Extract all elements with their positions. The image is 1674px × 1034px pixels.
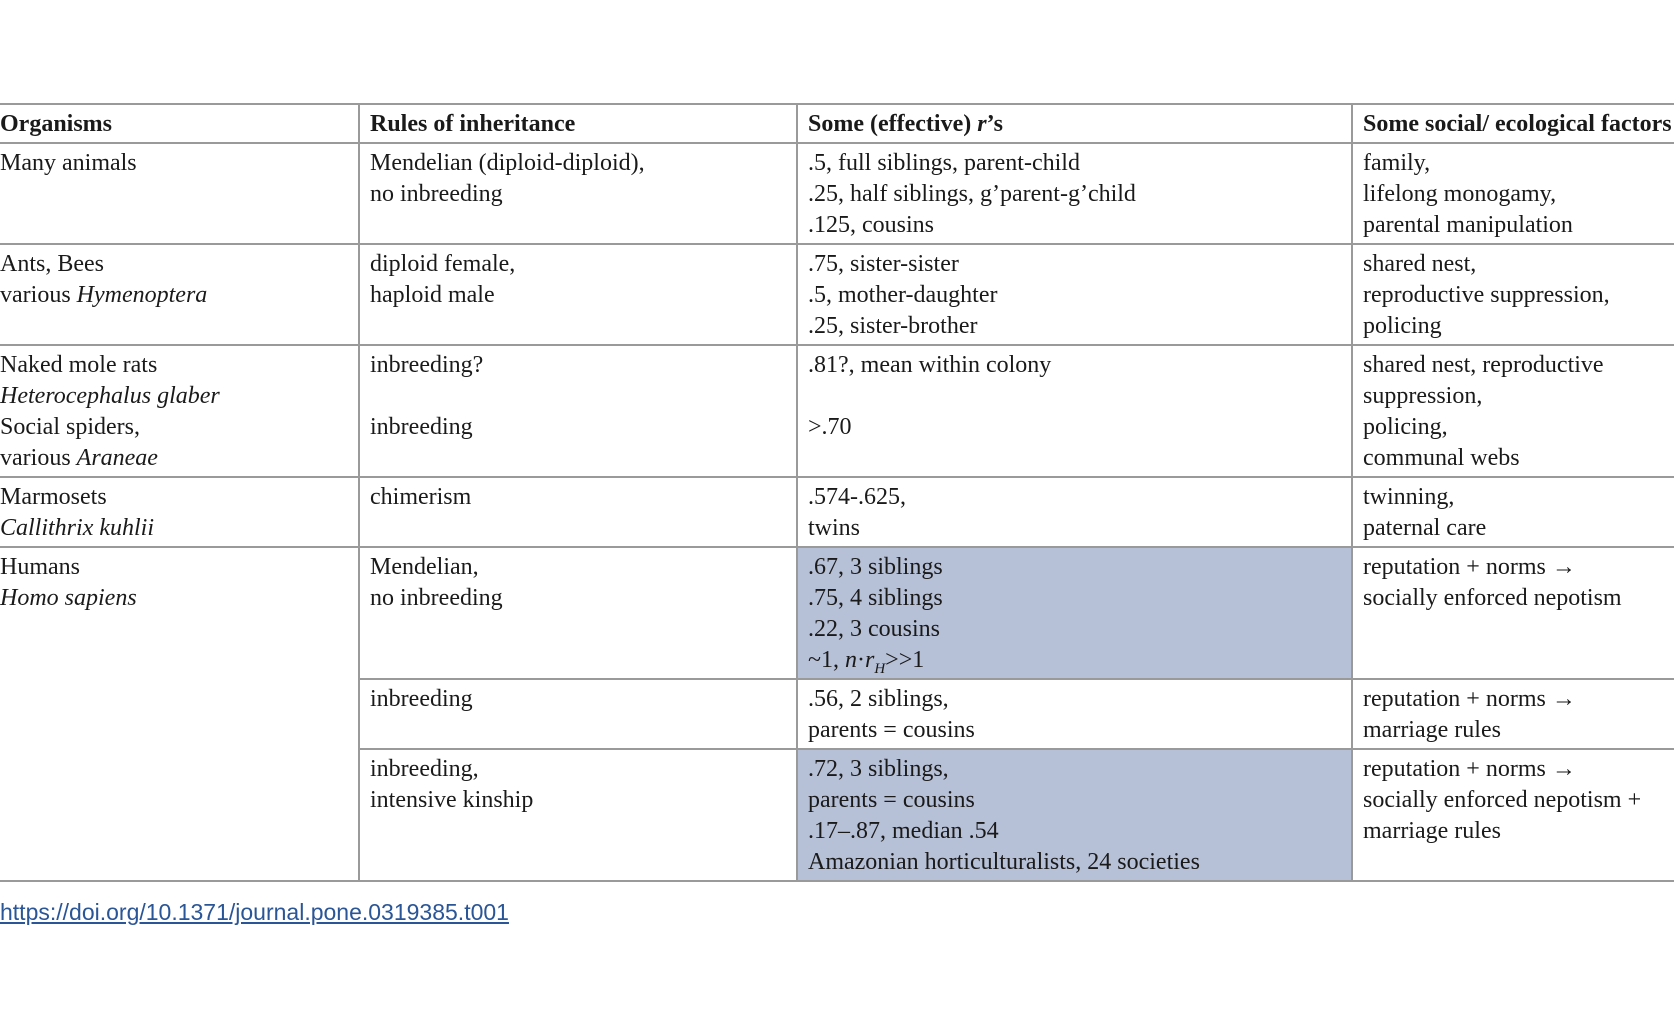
formula-r: r xyxy=(864,647,875,673)
cell-organisms xyxy=(0,478,358,546)
formula-sub: H xyxy=(874,660,886,677)
cell-line: Social spiders, xyxy=(0,414,140,440)
cell-rs xyxy=(796,245,1351,344)
cell-line: reputation + norms → xyxy=(1363,686,1576,712)
taxon-name: Homo sapiens xyxy=(0,585,137,611)
cell-line: parents = cousins xyxy=(808,787,975,813)
cell-line: inbreeding xyxy=(370,686,473,712)
cell-line: reputation + norms → xyxy=(1363,756,1576,782)
cell-rules xyxy=(358,245,796,344)
cell-factors xyxy=(1351,144,1674,243)
cell-line: reproductive suppression, xyxy=(1363,282,1610,308)
cell-line: marriage rules xyxy=(1363,818,1501,844)
cell-line: family, xyxy=(1363,150,1431,176)
table-row-group-humans xyxy=(0,548,1674,882)
cell-rs xyxy=(796,680,1351,748)
cell-line xyxy=(0,443,358,474)
header-rs-italic: r xyxy=(977,111,987,137)
taxon-name: Araneae xyxy=(76,445,158,471)
formula-prefix: ~1, xyxy=(808,647,845,673)
cell-factors xyxy=(1351,346,1674,476)
formula-suffix: >>1 xyxy=(885,647,925,673)
cell-rules xyxy=(358,478,796,546)
cell-line: shared nest, xyxy=(1363,251,1477,277)
cell-line: twins xyxy=(808,515,861,541)
cell-line: .25, sister-brother xyxy=(808,313,978,339)
table-row xyxy=(0,346,1674,478)
cell-line: .5, mother-daughter xyxy=(808,282,998,308)
cell-line: suppression, xyxy=(1363,383,1483,409)
cell-line: .67, 3 siblings xyxy=(808,554,943,580)
cell-line xyxy=(0,583,358,614)
cell-line: marriage rules xyxy=(1363,717,1501,743)
cell-organisms xyxy=(0,346,358,476)
cell-line: Humans xyxy=(0,554,80,580)
header-rs xyxy=(796,105,1351,142)
cell-text: various xyxy=(0,445,77,471)
taxon-name: Callithrix kuhlii xyxy=(0,515,154,541)
cell-line: policing, xyxy=(1363,414,1448,440)
cell-line: no inbreeding xyxy=(370,181,503,207)
formula-dot: · xyxy=(856,647,865,673)
cell-line: .81?, mean within colony xyxy=(808,352,1052,378)
header-organisms: Organisms xyxy=(0,111,113,137)
cell-line: inbreeding xyxy=(370,414,473,440)
cell-line: parents = cousins xyxy=(808,717,975,743)
cell-line: Amazonian horticulturalists, 24 societies xyxy=(808,849,1200,875)
cell-factors xyxy=(1351,548,1674,678)
cell-factors xyxy=(1351,750,1674,880)
cell-line: socially enforced nepotism + xyxy=(1363,787,1642,813)
table-row xyxy=(0,144,1674,245)
cell-line: .22, 3 cousins xyxy=(808,616,940,642)
cell-rs xyxy=(796,478,1351,546)
cell-organisms xyxy=(0,245,358,344)
cell-rs xyxy=(796,144,1351,243)
cell-line: .75, 4 siblings xyxy=(808,585,943,611)
cell-line: .574-.625, xyxy=(808,484,906,510)
table-row xyxy=(0,245,1674,346)
cell-rules xyxy=(358,680,796,748)
taxon-name: Hymenoptera xyxy=(76,282,208,308)
cell-rules xyxy=(358,144,796,243)
cell-line: paternal care xyxy=(1363,515,1487,541)
blank-line xyxy=(808,381,1351,412)
cell-line: .56, 2 siblings, xyxy=(808,686,949,712)
cell-line xyxy=(0,381,358,412)
cell-rs-highlighted xyxy=(796,750,1351,880)
cell-line: .125, cousins xyxy=(808,212,934,238)
cell-line: Ants, Bees xyxy=(0,251,104,277)
cell-line: >.70 xyxy=(808,414,852,440)
humans-subrows xyxy=(358,548,1674,880)
formula-line xyxy=(808,645,1351,676)
cell-rs-highlighted xyxy=(796,548,1351,678)
table-row xyxy=(358,750,1674,880)
cell-factors xyxy=(1351,478,1674,546)
cell-line: .5, full siblings, parent-child xyxy=(808,150,1080,176)
blank-line xyxy=(370,381,796,412)
cell-line: chimerism xyxy=(370,484,472,510)
taxon-name: Heterocephalus glaber xyxy=(0,383,220,409)
cell-rs xyxy=(796,346,1351,476)
cell-rules xyxy=(358,750,796,880)
cell-line: communal webs xyxy=(1363,445,1520,471)
table-row xyxy=(358,680,1674,750)
cell-line: shared nest, reproductive xyxy=(1363,352,1604,378)
table-header-row xyxy=(0,105,1674,144)
cell-line: Mendelian, xyxy=(370,554,479,580)
cell-line: Many animals xyxy=(0,150,137,176)
doi-link[interactable]: https://doi.org/10.1371/journal.pone.0319385.t001 xyxy=(0,899,509,925)
cell-text: various xyxy=(0,282,77,308)
cell-factors xyxy=(1351,680,1674,748)
header-factors: Some social/ ecological factors xyxy=(1351,105,1674,142)
table-row xyxy=(358,548,1674,680)
cell-line: .17–.87, median .54 xyxy=(808,818,999,844)
data-table xyxy=(0,103,1674,882)
cell-line: policing xyxy=(1363,313,1442,339)
cell-line: no inbreeding xyxy=(370,585,503,611)
header-rs-prefix: Some (effective) xyxy=(808,111,978,137)
cell-line: Naked mole rats xyxy=(0,352,158,378)
cell-line: socially enforced nepotism xyxy=(1363,585,1622,611)
cell-line: .75, sister-sister xyxy=(808,251,959,277)
cell-rules xyxy=(358,346,796,476)
cell-line: .25, half siblings, g’parent-g’child xyxy=(808,181,1136,207)
cell-line xyxy=(0,280,358,311)
cell-line: diploid female, xyxy=(370,251,516,277)
cell-factors xyxy=(1351,245,1674,344)
cell-line: Mendelian (diploid-diploid), xyxy=(370,150,645,176)
cell-line xyxy=(0,513,358,544)
cell-line: Marmosets xyxy=(0,484,107,510)
cell-line: reputation + norms → xyxy=(1363,554,1576,580)
cell-line: inbreeding? xyxy=(370,352,484,378)
cell-organisms xyxy=(0,548,358,880)
cell-line: intensive kinship xyxy=(370,787,534,813)
cell-line: .72, 3 siblings, xyxy=(808,756,949,782)
cell-line: haploid male xyxy=(370,282,495,308)
formula-n: n xyxy=(844,647,857,673)
header-rules: Rules of inheritance xyxy=(358,105,796,142)
cell-line: inbreeding, xyxy=(370,756,479,782)
cell-organisms xyxy=(0,144,358,243)
table-row xyxy=(0,478,1674,548)
cell-line: twinning, xyxy=(1363,484,1455,510)
cell-line: lifelong monogamy, xyxy=(1363,181,1557,207)
cell-rules xyxy=(358,548,796,678)
header-rs-suffix: ’s xyxy=(986,111,1004,137)
cell-line: parental manipulation xyxy=(1363,212,1573,238)
